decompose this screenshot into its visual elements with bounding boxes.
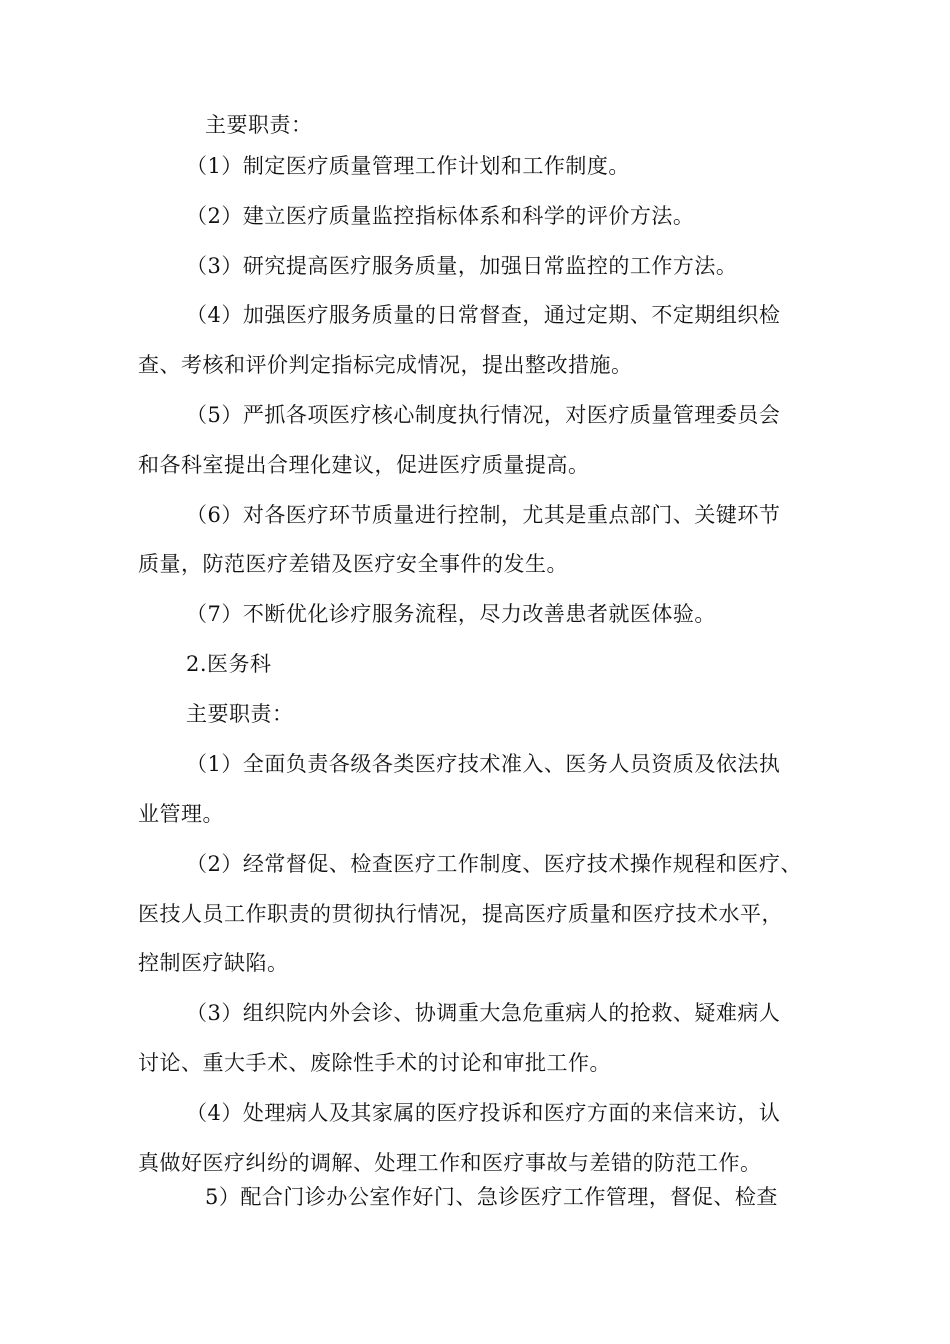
text-line: 主要职责： [186,702,294,726]
text-line: （3）研究提高医疗服务质量，加强日常监控的工作方法。 [186,254,738,278]
section-heading: 2.医务科 [186,652,272,676]
text-line: 讨论、重大手术、废除性手术的讨论和审批工作。 [138,1051,611,1075]
text-line: （5）严抓各项医疗核心制度执行情况，对医疗质量管理委员会 [186,403,781,427]
text-line: 主要职责： [205,113,313,137]
text-line: 真做好医疗纠纷的调解、处理工作和医疗事故与差错的防范工作。 [138,1151,762,1175]
text-line: （3）组织院内外会诊、协调重大急危重病人的抢救、疑难病人 [186,1001,781,1025]
text-line: （6）对各医疗环节质量进行控制，尤其是重点部门、关键环节 [186,503,781,527]
text-line: 控制医疗缺陷。 [138,951,289,975]
text-line: （7）不断优化诊疗服务流程，尽力改善患者就医体验。 [186,602,716,626]
text-line: 查、考核和评价判定指标完成情况，提出整改措施。 [138,353,633,377]
text-line: （1）制定医疗质量管理工作计划和工作制度。 [186,154,630,178]
text-line: （4）加强医疗服务质量的日常督查，通过定期、不定期组织检 [186,303,781,327]
text-line: 业管理。 [138,802,224,826]
text-line: （4）处理病人及其家属的医疗投诉和医疗方面的来信来访，认 [186,1101,781,1125]
text-line: 5）配合门诊办公室作好门、急诊医疗工作管理，督促、检查 [205,1185,778,1209]
text-line: （2）建立医疗质量监控指标体系和科学的评价方法。 [186,204,695,228]
text-line: （1）全面负责各级各类医疗技术准入、医务人员资质及依法执 [186,752,781,776]
text-line: 质量，防范医疗差错及医疗安全事件的发生。 [138,552,568,576]
text-line: （2）经常督促、检查医疗工作制度、医疗技术操作规程和医疗、 [186,852,802,876]
text-line: 医技人员工作职责的贯彻执行情况，提高医疗质量和医疗技术水平， [138,902,783,926]
text-line: 和各科室提出合理化建议，促进医疗质量提高。 [138,453,590,477]
